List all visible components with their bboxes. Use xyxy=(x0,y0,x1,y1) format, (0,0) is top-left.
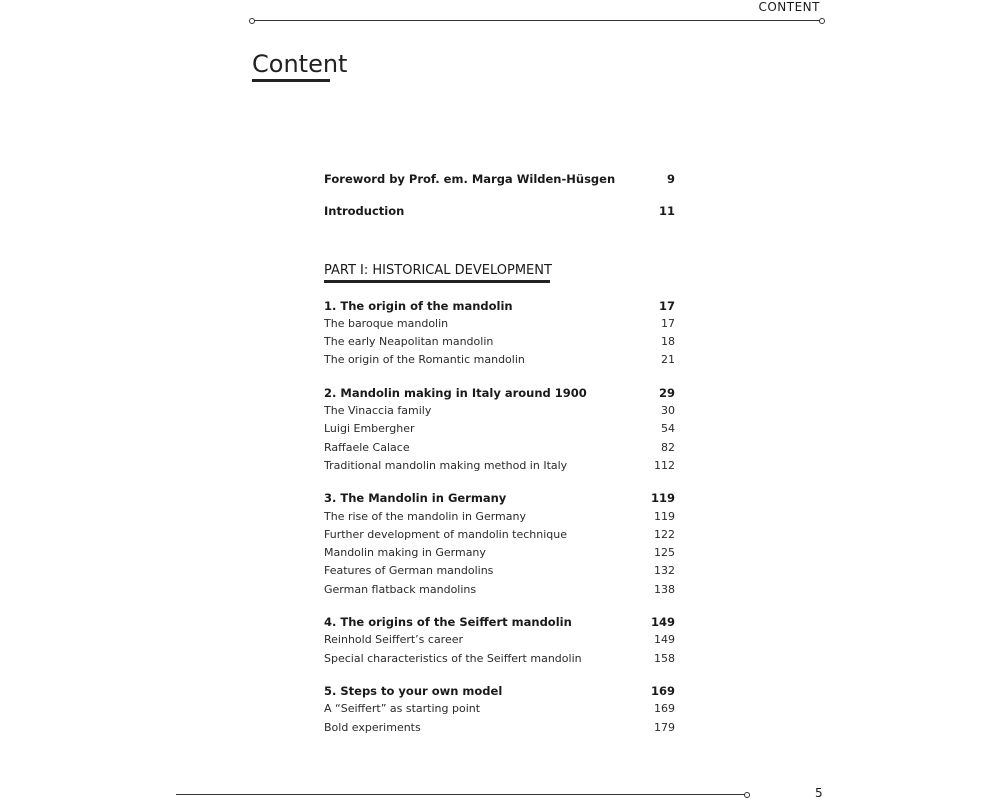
toc-entry-label: 3. The Mandolin in Germany xyxy=(324,491,507,506)
toc-chapter xyxy=(324,613,675,668)
table-of-contents xyxy=(324,170,675,751)
toc-chapter-title[interactable] xyxy=(324,384,675,402)
running-header: CONTENT xyxy=(758,0,820,14)
toc-chapter xyxy=(324,384,675,475)
toc-entry-page: 179 xyxy=(654,720,675,734)
part-heading-underline xyxy=(324,280,550,283)
toc-entry-label: The early Neapolitan mandolin xyxy=(324,335,494,349)
toc-entry-page: 149 xyxy=(654,633,675,647)
toc-entry-label: Luigi Embergher xyxy=(324,422,415,436)
toc-entry-page: 112 xyxy=(654,458,675,472)
toc-entry-page: 54 xyxy=(661,422,675,436)
toc-entry-label: German flatback mandolins xyxy=(324,582,477,596)
toc-entry-label: The origin of the Romantic mandolin xyxy=(324,353,525,367)
toc-entry-label: 5. Steps to your own model xyxy=(324,683,503,698)
toc-entry[interactable] xyxy=(324,439,675,457)
header-rule xyxy=(253,20,821,21)
toc-entry-page: 125 xyxy=(654,546,675,560)
page-title: Content xyxy=(252,50,348,78)
title-underline xyxy=(252,79,330,82)
toc-entry-label: The baroque mandolin xyxy=(324,316,449,330)
toc-entry-label: Bold experiments xyxy=(324,720,421,734)
toc-entry[interactable] xyxy=(324,402,675,420)
toc-entry-page: 149 xyxy=(650,615,675,630)
toc-entry-page: 119 xyxy=(650,491,675,506)
toc-chapter-title[interactable] xyxy=(324,682,675,700)
toc-entry-label: The Vinaccia family xyxy=(324,404,432,418)
toc-entry[interactable] xyxy=(324,700,675,718)
toc-entry-label: Raffaele Calace xyxy=(324,440,410,454)
toc-chapter-title[interactable] xyxy=(324,489,675,507)
toc-entry-page: 158 xyxy=(654,651,675,665)
toc-entry[interactable] xyxy=(324,719,675,737)
toc-chapter xyxy=(324,489,675,599)
toc-chapter-title[interactable] xyxy=(324,613,675,631)
toc-entry-label: Further development of mandolin technique xyxy=(324,527,568,541)
toc-entry-label: 1. The origin of the mandolin xyxy=(324,298,513,313)
toc-entry[interactable] xyxy=(324,333,675,351)
toc-entry-label: Reinhold Seiffert’s career xyxy=(324,633,464,647)
toc-entry-page: 11 xyxy=(658,204,675,219)
toc-entry[interactable] xyxy=(324,351,675,369)
toc-chapter-title[interactable] xyxy=(324,297,675,315)
toc-entry-foreword[interactable] xyxy=(324,170,675,188)
toc-entry[interactable] xyxy=(324,526,675,544)
toc-entry-page: 17 xyxy=(661,316,675,330)
toc-entry-page: 9 xyxy=(666,172,675,186)
toc-entry-label: Mandolin making in Germany xyxy=(324,546,486,560)
toc-entry[interactable] xyxy=(324,457,675,475)
toc-entry-page: 169 xyxy=(654,702,675,716)
toc-entry-label: 2. Mandolin making in Italy around 1900 xyxy=(324,385,587,400)
toc-entry-introduction[interactable] xyxy=(324,202,675,220)
toc-entry-label: Features of German mandolins xyxy=(324,564,494,578)
toc-entry-page: 138 xyxy=(654,582,675,596)
toc-entry-label: Traditional mandolin making method in Italy xyxy=(324,458,568,472)
toc-chapter xyxy=(324,297,675,370)
toc-entry-label: The rise of the mandolin in Germany xyxy=(324,509,526,523)
toc-entry-page: 29 xyxy=(658,385,675,400)
toc-entry-page: 169 xyxy=(650,683,675,698)
toc-entry-label: Foreword by Prof. em. Marga Wilden-Hüsgen xyxy=(324,172,616,186)
toc-entry-label: Special characteristics of the Seiffert mandolin xyxy=(324,651,582,665)
part-heading: PART I: HISTORICAL DEVELOPMENT xyxy=(324,262,552,278)
toc-entry-page: 17 xyxy=(658,298,675,313)
toc-entry[interactable] xyxy=(324,544,675,562)
toc-entry-page: 18 xyxy=(661,335,675,349)
toc-entry[interactable] xyxy=(324,508,675,526)
footer-rule xyxy=(176,794,746,795)
toc-entry-label: A “Seiffert” as starting point xyxy=(324,702,481,716)
toc-entry[interactable] xyxy=(324,581,675,599)
toc-entry-page: 30 xyxy=(661,404,675,418)
toc-entry[interactable] xyxy=(324,650,675,668)
front-matter xyxy=(324,170,675,221)
toc-chapter xyxy=(324,682,675,737)
toc-entry[interactable] xyxy=(324,420,675,438)
toc-entry-page: 119 xyxy=(654,509,675,523)
toc-entry[interactable] xyxy=(324,315,675,333)
toc-entry[interactable] xyxy=(324,562,675,580)
toc-entry-label: Introduction xyxy=(324,204,405,219)
toc-entry-page: 132 xyxy=(654,564,675,578)
toc-entry[interactable] xyxy=(324,631,675,649)
toc-entry-page: 21 xyxy=(661,353,675,367)
toc-entry-label: 4. The origins of the Seiffert mandolin xyxy=(324,615,572,630)
page-number: 5 xyxy=(815,786,823,800)
toc-entry-page: 122 xyxy=(654,527,675,541)
toc-entry-page: 82 xyxy=(661,440,675,454)
